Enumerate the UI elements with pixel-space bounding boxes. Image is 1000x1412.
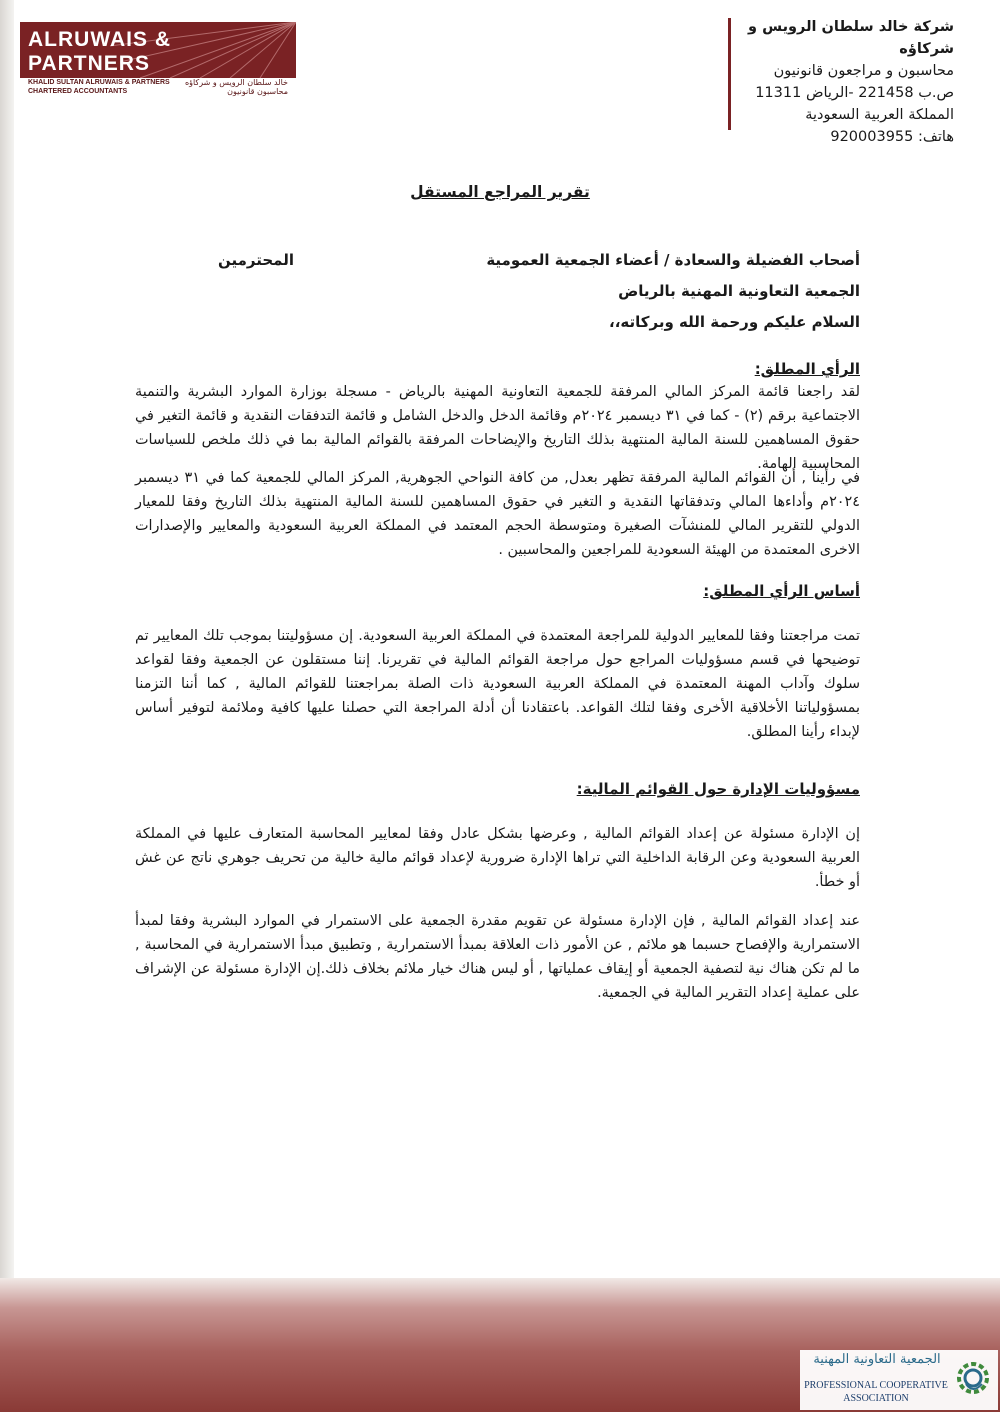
po-box: ص.ب 221458 -الرياض 11311 bbox=[755, 85, 954, 101]
management-paragraph-2: عند إعداد القوائم المالية , فإن الإدارة مسئولة عن تقويم مقدرة الجمعية على الاستمرار في الموارد البشرية وفقا لمبدأ الاستمرارية والإفصاح حسبما هو ملائم , عن الأمور ذات العلاقة بمبدأ الاستمرارية , وتطبيق مبدأ الاستمرارية في المحاسبة , ما لم تكن هناك نية لتصفية الجمعية أو إيقاف عملياتها , أو ليس هناك خيار ملائم بخلاف ذلك.إن الإدارة مسئولة عن الإشراف على عملية إعداد التقرير المالية في الجمعية. bbox=[135, 913, 860, 1001]
report-title-text: تقرير المراجع المستقل bbox=[410, 183, 590, 201]
basis-paragraph: تمت مراجعتنا وفقا للمعايير الدولية للمراجعة المعتمدة في المملكة العربية السعودية. إن مسؤوليتنا بموجب تلك المعايير تم توضيحها في قسم مسؤوليات المراجع حول مراجعة القوائم المالية في تقريرنا. إننا مستقلون عن الجمعية وفقا لقواعد سلوك وآداب المهنة المعتمدة في المملكة العربية السعودية ذات الصلة بمراجعتنا للقوائم المالية , كما أننا التزمنا بمسؤولياتنا الأخلاقية الأخرى وفقا لتلك القواعد. باعتقادنا أن أدلة المراجعة التي حصلنا عليها كافية وملائمة لتوفير أساس لإبداء رأينا المطلق. bbox=[135, 628, 860, 740]
opinion-paragraph-1: لقد راجعنا قائمة المركز المالي المرفقة للجمعية التعاونية المهنية بالرياض - مسجلة بوزارة الموارد البشرية والتنمية الاجتماعية برقم (٢) - كما في ٣١ ديسمبر ٢٠٢٤م وقائمة الدخل والدخل الشامل و قائمة التدفقات النقدية و قائمة التغير في حقوق المساهمين للسنة المالية المنتهية بذلك التاريخ والإيضاحات المرفقة بالقوائم المالية بما في ذلك ملخص للسياسات المحاسبية الهامة. bbox=[135, 384, 860, 472]
gear-icon bbox=[952, 1354, 994, 1406]
respected-label: المحترمين bbox=[218, 251, 295, 269]
basis-heading: أساس الرأي المطلق: bbox=[703, 582, 860, 600]
logo-name-line1: ALRUWAIS & bbox=[28, 28, 171, 51]
opinion-heading: الرأي المطلق: bbox=[754, 360, 860, 378]
management-heading: مسؤوليات الإدارة حول القوائم المالية: bbox=[576, 780, 860, 798]
association-stamp bbox=[800, 1350, 998, 1410]
opinion-paragraph-2: في رأينا , أن القوائم المالية المرفقة تظهر بعدل, من كافة النواحي الجوهرية, المركز المالي للجمعية كما في ٣١ ديسمبر ٢٠٢٤م وأداءها المالي وتدفقاتها النقدية و التغير في حقوق المساهمين للسنة المالية المنتهية بذلك التاريخ وفقا للمعيار الدولي للتقرير المالي للمنشآت الصغيرة ومتوسطة الحجم المعتمد في المملكة العربية السعودية والمعايير والإصدارات الاخرى المعتمدة من الهيئة السعودية للمراجعين والمحاسبين . bbox=[135, 470, 860, 558]
logo-arabic-subtitle: محاسبون قانونيون bbox=[227, 87, 288, 96]
phone: هاتف: 920003955 bbox=[830, 129, 954, 145]
logo-caption bbox=[20, 78, 296, 98]
logo-english-name: KHALID SULTAN ALRUWAIS & PARTNERS bbox=[28, 79, 170, 86]
association-english-line1: PROFESSIONAL COOPERATIVE bbox=[804, 1380, 948, 1391]
addressee: أصحاب الفضيلة والسعادة / أعضاء الجمعية العمومية bbox=[486, 251, 860, 269]
logo-name-line2: PARTNERS bbox=[28, 52, 150, 75]
logo-english-subtitle: CHARTERED ACCOUNTANTS bbox=[28, 88, 128, 95]
association-english-line2: ASSOCIATION bbox=[843, 1393, 909, 1404]
logo-arabic-name: خالد سلطان الرويس و شركاؤه bbox=[184, 78, 288, 87]
country: المملكة العربية السعودية bbox=[805, 107, 954, 123]
association-arabic-name: الجمعية التعاونية المهنية bbox=[813, 1352, 941, 1367]
letterhead-address bbox=[724, 16, 954, 148]
firm-name: شركة خالد سلطان الرويس و شركاؤه bbox=[748, 19, 954, 57]
entity-name: الجمعية التعاونية المهنية بالرياض bbox=[618, 282, 860, 300]
firm-subtitle: محاسبون و مراجعون قانونيون bbox=[773, 63, 954, 79]
report-title bbox=[0, 183, 1000, 201]
firm-logo bbox=[20, 22, 296, 98]
management-paragraph-1: إن الإدارة مسئولة عن إعداد القوائم المالية , وعرضها بشكل عادل وفقا لمعايير المحاسبة المتعارف عليها في المملكة العربية السعودية وعن الرقابة الداخلية التي تراها الإدارة ضرورية لإعداد قوائم مالية خالية من تحريف جوهري ناتج عن غش أو خطأ. bbox=[135, 826, 860, 890]
greeting: السلام عليكم ورحمة الله وبركاته،، bbox=[609, 313, 860, 331]
page-edge-shadow bbox=[0, 0, 14, 1412]
